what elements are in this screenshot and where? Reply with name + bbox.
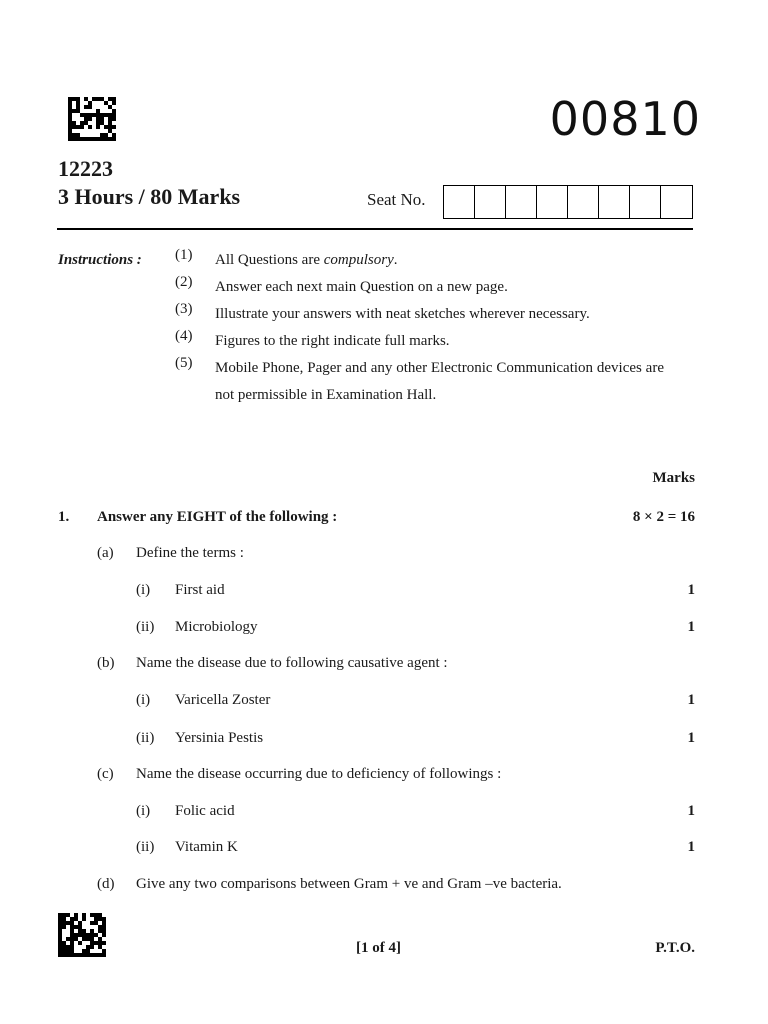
sub-label: (ii) bbox=[136, 619, 155, 635]
instructions-list bbox=[175, 247, 664, 409]
seat-box[interactable] bbox=[537, 186, 568, 218]
seat-number-boxes[interactable] bbox=[443, 185, 693, 219]
instruction-number: (5) bbox=[175, 355, 193, 371]
sub-text: Varicella Zoster bbox=[175, 692, 271, 708]
sub-label: (i) bbox=[136, 803, 151, 819]
subject-code: 12223 bbox=[58, 156, 113, 181]
seat-box[interactable] bbox=[630, 186, 661, 218]
seat-box[interactable] bbox=[506, 186, 537, 218]
sub-label: (i) bbox=[136, 582, 151, 598]
seat-box[interactable] bbox=[661, 186, 692, 218]
duration-marks: 3 Hours / 80 Marks bbox=[58, 184, 241, 209]
seat-box[interactable] bbox=[475, 186, 506, 218]
header-divider bbox=[57, 228, 693, 230]
instruction-item: (1) All Questions are compulsory. bbox=[175, 247, 664, 274]
part-label: (b) bbox=[97, 655, 115, 671]
sub-label: (ii) bbox=[136, 839, 155, 855]
instruction-number: (3) bbox=[175, 301, 193, 317]
instruction-emphasis: compulsory bbox=[323, 252, 394, 268]
question-marks: 8 × 2 = 16 bbox=[632, 509, 695, 525]
instruction-text: Illustrate your answers with neat sketches wherever necessary. bbox=[215, 306, 590, 322]
marks-heading: Marks bbox=[652, 470, 695, 486]
instruction-item bbox=[175, 355, 664, 409]
instruction-number: (4) bbox=[175, 328, 193, 344]
sub-marks: 1 bbox=[687, 839, 695, 855]
sub-label: (i) bbox=[136, 692, 151, 708]
sub-marks: 1 bbox=[687, 692, 695, 708]
seat-box[interactable] bbox=[444, 186, 475, 218]
top-qr-code bbox=[68, 97, 116, 141]
part-text: Name the disease occurring due to deficiency of followings : bbox=[136, 766, 502, 782]
sub-text: Folic acid bbox=[175, 803, 235, 819]
sub-marks: 1 bbox=[687, 619, 695, 635]
sub-marks: 1 bbox=[687, 730, 695, 746]
pto-label: P.T.O. bbox=[655, 940, 695, 956]
instruction-number: (1) bbox=[175, 247, 193, 263]
part-text: Define the terms : bbox=[136, 545, 244, 561]
instruction-text: Answer each next main Question on a new page. bbox=[215, 279, 508, 295]
sub-text: Vitamin K bbox=[175, 839, 238, 855]
part-label: (d) bbox=[97, 876, 115, 892]
sub-text: First aid bbox=[175, 582, 225, 598]
paper-number: 00810 bbox=[549, 92, 701, 146]
instruction-item bbox=[175, 328, 664, 355]
part-text: Give any two comparisons between Gram + ve and Gram –ve bacteria. bbox=[136, 876, 562, 892]
sub-marks: 1 bbox=[687, 803, 695, 819]
seat-box[interactable] bbox=[568, 186, 599, 218]
bottom-qr-code bbox=[58, 913, 106, 957]
sub-label: (ii) bbox=[136, 730, 155, 746]
sub-text: Microbiology bbox=[175, 619, 258, 635]
instruction-text: Mobile Phone, Pager and any other Electronic Communication devices are not permissible in Examination Hall. bbox=[215, 360, 664, 403]
instruction-text: Figures to the right indicate full marks. bbox=[215, 333, 450, 349]
part-label: (c) bbox=[97, 766, 114, 782]
part-text: Name the disease due to following causative agent : bbox=[136, 655, 448, 671]
seat-box[interactable] bbox=[599, 186, 630, 218]
question-number: 1. bbox=[58, 509, 70, 525]
instruction-item bbox=[175, 274, 664, 301]
instructions-label: Instructions : bbox=[58, 252, 142, 268]
seat-number-label: Seat No. bbox=[367, 190, 426, 209]
page-indicator: [1 of 4] bbox=[356, 940, 401, 956]
part-label: (a) bbox=[97, 545, 114, 561]
instruction-item bbox=[175, 301, 664, 328]
question-title: Answer any EIGHT of the following : bbox=[97, 509, 338, 525]
instruction-number: (2) bbox=[175, 274, 193, 290]
sub-text: Yersinia Pestis bbox=[175, 730, 264, 746]
sub-marks: 1 bbox=[687, 582, 695, 598]
